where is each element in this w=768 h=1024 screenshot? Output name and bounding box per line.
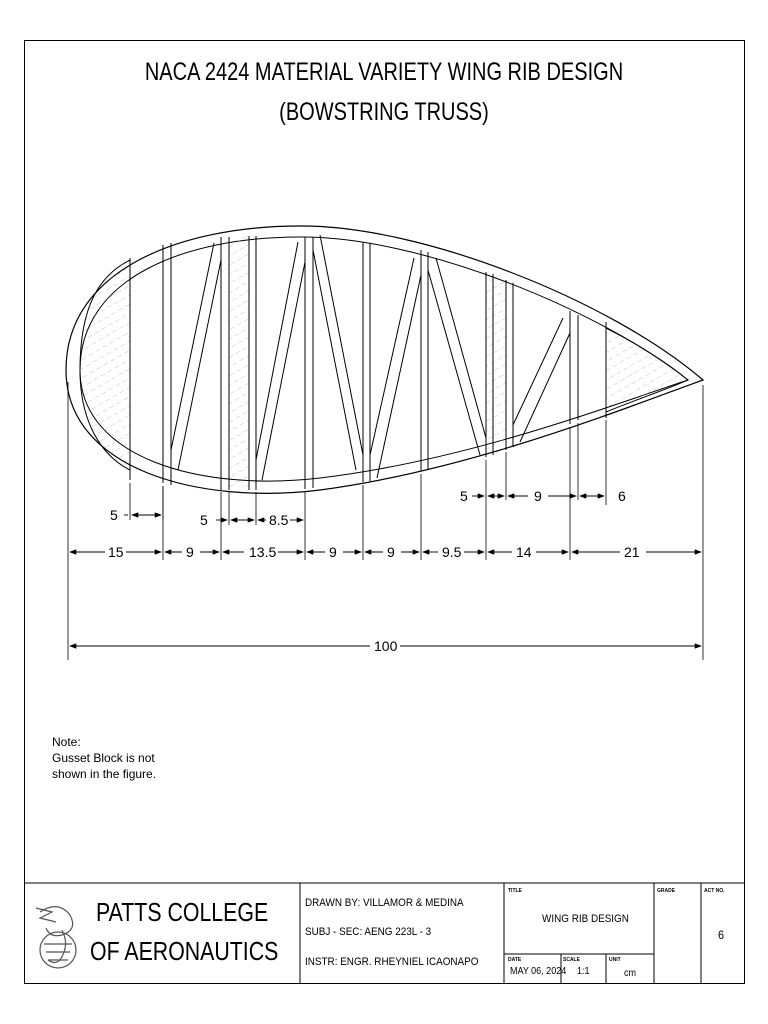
college-name-line-2: OF AERONAUTICS (90, 936, 279, 966)
title-field-label: TITLE (508, 888, 522, 894)
instructor: INSTR: ENGR. RHEYNIEL ICAONAPO (305, 956, 479, 968)
dim-main-2: 9 (186, 544, 194, 560)
drawing-title-line-2: (BOWSTRING TRUSS) (279, 98, 489, 126)
scale-field-label: SCALE (563, 957, 580, 963)
dim-overall: 100 (374, 638, 398, 654)
leading-edge-block (80, 260, 130, 470)
note-line-1: Gusset Block is not (52, 751, 155, 765)
subject-section: SUBJ - SEC: AENG 223L - 3 (305, 926, 432, 938)
vertical-members (130, 236, 606, 490)
dim-small-left-3: 8.5 (269, 512, 289, 528)
note-heading: Note: (52, 735, 81, 749)
college-emblem-logo (36, 907, 76, 968)
grade-field-label: GRADE (657, 888, 676, 894)
dim-main-6: 9.5 (442, 544, 462, 560)
dim-main-5: 9 (387, 544, 395, 560)
drawn-by: DRAWN BY: VILLAMOR & MEDINA (305, 897, 464, 909)
trailing-edge-block (606, 328, 688, 412)
note-line-2: shown in the figure. (52, 767, 157, 781)
dim-small-right-3: 6 (618, 488, 626, 504)
act-no-field-label: ACT NO. (704, 888, 725, 894)
dim-small-left-2: 5 (200, 512, 208, 528)
dim-main-7: 14 (516, 544, 532, 560)
dim-main-3: 13.5 (249, 544, 277, 560)
unit-field-label: UNIT (609, 957, 621, 963)
act-no-value: 6 (718, 928, 725, 942)
dim-small-left-1: 5 (110, 507, 118, 523)
dimension-labels (108, 488, 640, 654)
unit-field-value: cm (624, 968, 637, 979)
college-name-line-1: PATTS COLLEGE (96, 897, 269, 927)
date-field-value: MAY 06, 2024 (510, 966, 567, 977)
dim-main-4: 9 (329, 544, 337, 560)
dim-main-1: 15 (108, 544, 124, 560)
scale-field-value: 1:1 (577, 966, 590, 977)
gusset-strip-1 (229, 236, 249, 488)
dim-main-8: 21 (624, 544, 640, 560)
title-field-value: WING RIB DESIGN (542, 913, 629, 925)
gusset-strip-2 (486, 275, 506, 455)
drawing-title-line-1: NACA 2424 MATERIAL VARIETY WING RIB DESIGN (144, 58, 624, 86)
dim-small-right-2: 9 (534, 488, 542, 504)
date-field-label: DATE (508, 957, 522, 963)
dim-small-right-1: 5 (460, 488, 468, 504)
small-dimension-chain (124, 496, 604, 520)
